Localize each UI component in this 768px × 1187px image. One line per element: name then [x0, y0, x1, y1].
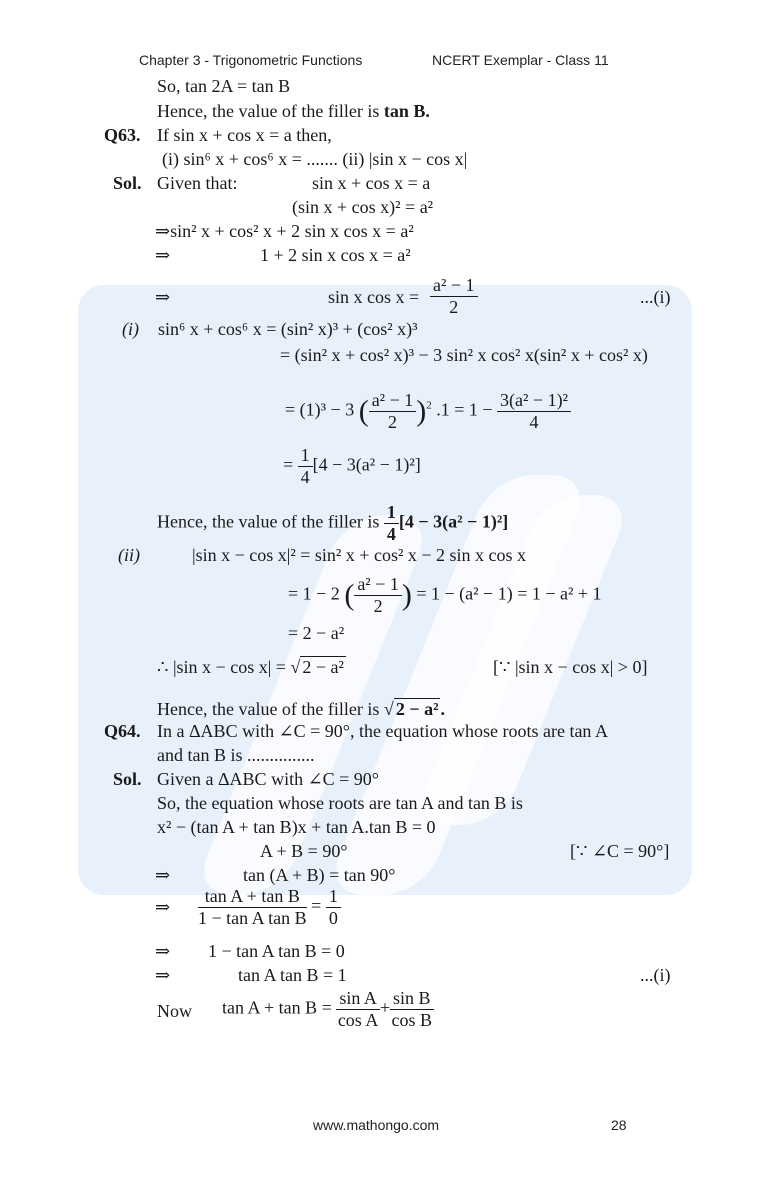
step: 1 + 2 sin x cos x = a² [260, 245, 411, 265]
answer-ii: Hence, the value of the filler is √ 2 − a² . [157, 699, 445, 719]
prev-answer: Hence, the value of the filler is tan B. [157, 101, 430, 121]
q64-label: Q64. [104, 721, 141, 741]
step: x² − (tan A + tan B)x + tan A.tan B = 0 [157, 817, 436, 837]
now-label: Now [157, 1001, 192, 1021]
step: 1 − tan A tan B = 0 [208, 941, 345, 961]
step: (sin x + cos x)² = a² [292, 197, 434, 217]
condition-note: [∵ |sin x − cos x| > 0] [493, 657, 648, 677]
answer-i: Hence, the value of the filler is $\frac{1}{4}$ [4 − 3(a² − 1)²] [157, 502, 509, 544]
sol-label: Sol. [113, 173, 142, 193]
equation-tag: ...(i) [640, 965, 671, 985]
step: = (1)³ − 3 ( $\frac{\text{a² − 1}}{2}$ )$^2$ .1 = 1 − $\frac{\text{3(a² − 1)²}}{4}$ [285, 390, 571, 433]
step: ∴ |sin x − cos x| = √ 2 − a² [157, 657, 344, 677]
q63-question: If sin x + cos x = a then, [157, 125, 332, 145]
arrow: ⇒ [155, 941, 171, 961]
step: sin x + cos x = a [312, 173, 431, 193]
step: sin⁶ x + cos⁶ x = (sin² x)³ + (cos² x)³ [158, 319, 418, 339]
fraction: $\frac{\text{tan A + tan B}}{\text{1 − tan A tan B}}$ = $\frac{1}{0}$ [198, 886, 341, 929]
step: = (sin² x + cos² x)³ − 3 sin² x cos² x(sin² x + cos² x) [280, 345, 648, 365]
part-ii-label: (ii) [118, 545, 140, 565]
step: So, the equation whose roots are tan A and tan B is [157, 793, 523, 813]
step: tan A + tan B = $\frac{\text{sin A}}{\text{cos A}}$ + $\frac{\text{sin B}}{\text{cos B}}$ [222, 988, 432, 1030]
arrow: ⇒ [155, 865, 171, 885]
page-number: 28 [611, 1117, 627, 1133]
step: Given a ΔABC with ∠C = 90° [157, 769, 380, 789]
footer-site: www.mathongo.com [313, 1117, 440, 1133]
step: |sin x − cos x|² = sin² x + cos² x − 2 sin x cos x [192, 545, 527, 565]
given-label: Given that: [157, 173, 238, 193]
equation-tag: ...(i) [640, 287, 671, 307]
chapter-title: Chapter 3 - Trigonometric Functions [139, 52, 363, 68]
arrow: ⇒ [155, 287, 171, 307]
step: sin x cos x = [328, 287, 420, 307]
step: = $\frac{1}{4}$ [4 − 3(a² − 1)²] [283, 445, 421, 487]
step: = 1 − 2 ( $\frac{\text{a² − 1}}{2}$ ) = 1 − (a² − 1) = 1 − a² + 1 [288, 574, 602, 616]
q63-parts: (i) sin⁶ x + cos⁶ x = ....... (ii) |sin x − cos x| [162, 149, 468, 169]
arrow: ⇒ [155, 965, 171, 985]
step: tan (A + B) = tan 90° [243, 865, 396, 885]
step: = 2 − a² [288, 623, 345, 643]
prev-line: So, tan 2A = tan B [157, 76, 291, 96]
sol-label: Sol. [113, 769, 142, 789]
fraction: $\frac{\text{a² − 1}}{2}$ [430, 275, 478, 318]
book-title: NCERT Exemplar - Class 11 [432, 52, 609, 68]
arrow: ⇒ [155, 245, 171, 265]
step: ⇒sin² x + cos² x + 2 sin x cos x = a² [155, 221, 414, 241]
arrow: ⇒ [155, 897, 171, 917]
q64-question: and tan B is ............... [157, 745, 315, 765]
step: tan A tan B = 1 [238, 965, 347, 985]
q64-question: In a ΔABC with ∠C = 90°, the equation whose roots are tan A [157, 721, 608, 741]
part-i-label: (i) [122, 319, 139, 339]
condition-note: [∵ ∠C = 90°] [570, 841, 670, 861]
step: A + B = 90° [260, 841, 348, 861]
q63-label: Q63. [104, 125, 141, 145]
